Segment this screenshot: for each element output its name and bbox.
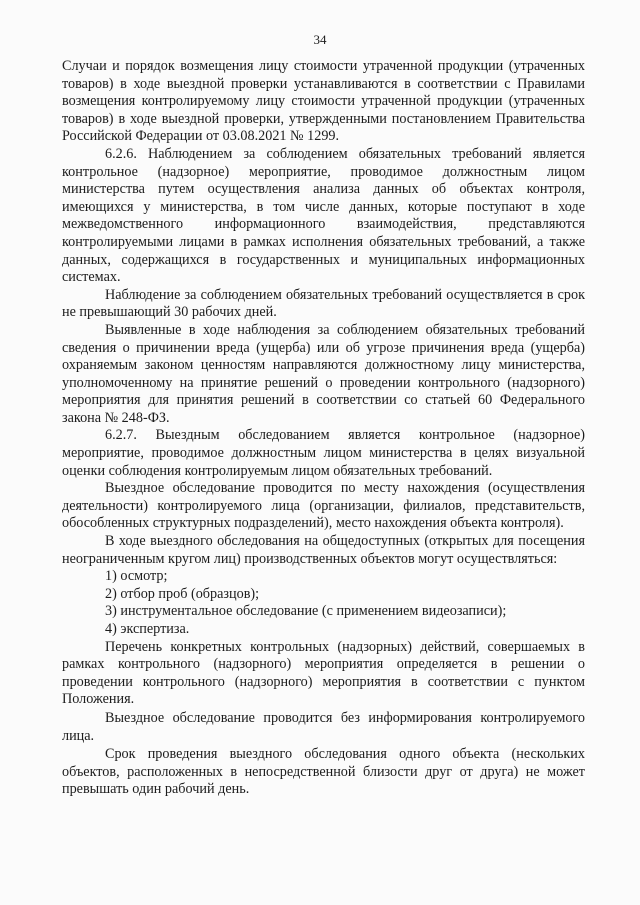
list-item-sampling: 2) отбор проб (образцов); xyxy=(105,585,260,602)
paragraph-identified-info: Выявленные в ходе наблюдения за соблюдением обязательных требований сведения о причинении вреда (ущерба) или об угрозе причинения вреда (ущерба) охраняемым законом ценностям направляются должностному лицу министерства, уполномоченному на принятие решений о проведении контрольного (надзорного) мероприятия для принятия решений в соответствии со статьей 60 Федерального закона № 248-ФЗ. xyxy=(62,321,585,426)
list-item-expertise: 4) экспертиза. xyxy=(105,621,190,637)
paragraph-inspection-location: Выездное обследование проводится по месту нахождения (осуществления деятельности) контролируемого лица (организации, филиалов, представительств, обособленных структурных подразделений), место нахождения объекта контроля). xyxy=(62,480,585,532)
paragraph-no-notification: Выездное обследование проводится без информирования контролируемого лица. xyxy=(62,709,585,744)
paragraph-inspection-actions: В ходе выездного обследования на общедоступных (открытых для посещения неограниченным кругом лиц) производственных объектов могут осуществляться: xyxy=(62,533,585,567)
list-item-instrumental: 3) инструментальное обследование (с применением видеозаписи); xyxy=(105,603,507,620)
document-body xyxy=(62,58,585,799)
page-number: 34 xyxy=(313,32,327,47)
paragraph-actions-list: Перечень конкретных контрольных (надзорных) действий, совершаемых в рамках контрольного (надзорного) мероприятия определяется в решении о проведении контрольного (надзорного) мероприятия в соответствии с пунктом Положения. xyxy=(62,638,585,708)
paragraph-observation-term: Наблюдение за соблюдением обязательных требований осуществляется в срок не превышающий 30 рабочих дней. xyxy=(62,286,585,321)
paragraph-6-2-6: 6.2.6. Наблюдением за соблюдением обязательных требований является контрольное (надзорное) мероприятие, проводимое должностным лицом министерства путем осуществления анализа данных об объектах контроля, имеющихся у министерства, в том числе данных, которые поступают в ходе межведомственного информационного взаимодействия, представляются контролируемыми лицами в рамках исполнения обязательных требований, а также данных, содержащихся в государственных и муниципальных информационных системах. xyxy=(62,145,585,286)
paragraph-compensation: Случаи и порядок возмещения лицу стоимости утраченной продукции (утраченных товаров) в ходе выездной проверки устанавливаются в соответствии с Правилами возмещения контролируемому лицу стоимости утраченной продукции (утраченных товаров) в ходе выездной проверки, утвержденными постановлением Правительства Российской Федерации от 03.08.2021 № 1299. xyxy=(62,58,585,145)
paragraph-6-2-7: 6.2.7. Выездным обследованием является контрольное (надзорное) мероприятие, проводимое должностным лицом министерства в целях визуальной оценки соблюдения контролируемым лицом обязательных требований. xyxy=(62,427,585,479)
paragraph-duration: Срок проведения выездного обследования одного объекта (нескольких объектов, расположенных в непосредственной близости друг от друга) не может превышать один рабочий день. xyxy=(62,746,585,798)
list-item-inspection: 1) осмотр; xyxy=(105,568,168,585)
